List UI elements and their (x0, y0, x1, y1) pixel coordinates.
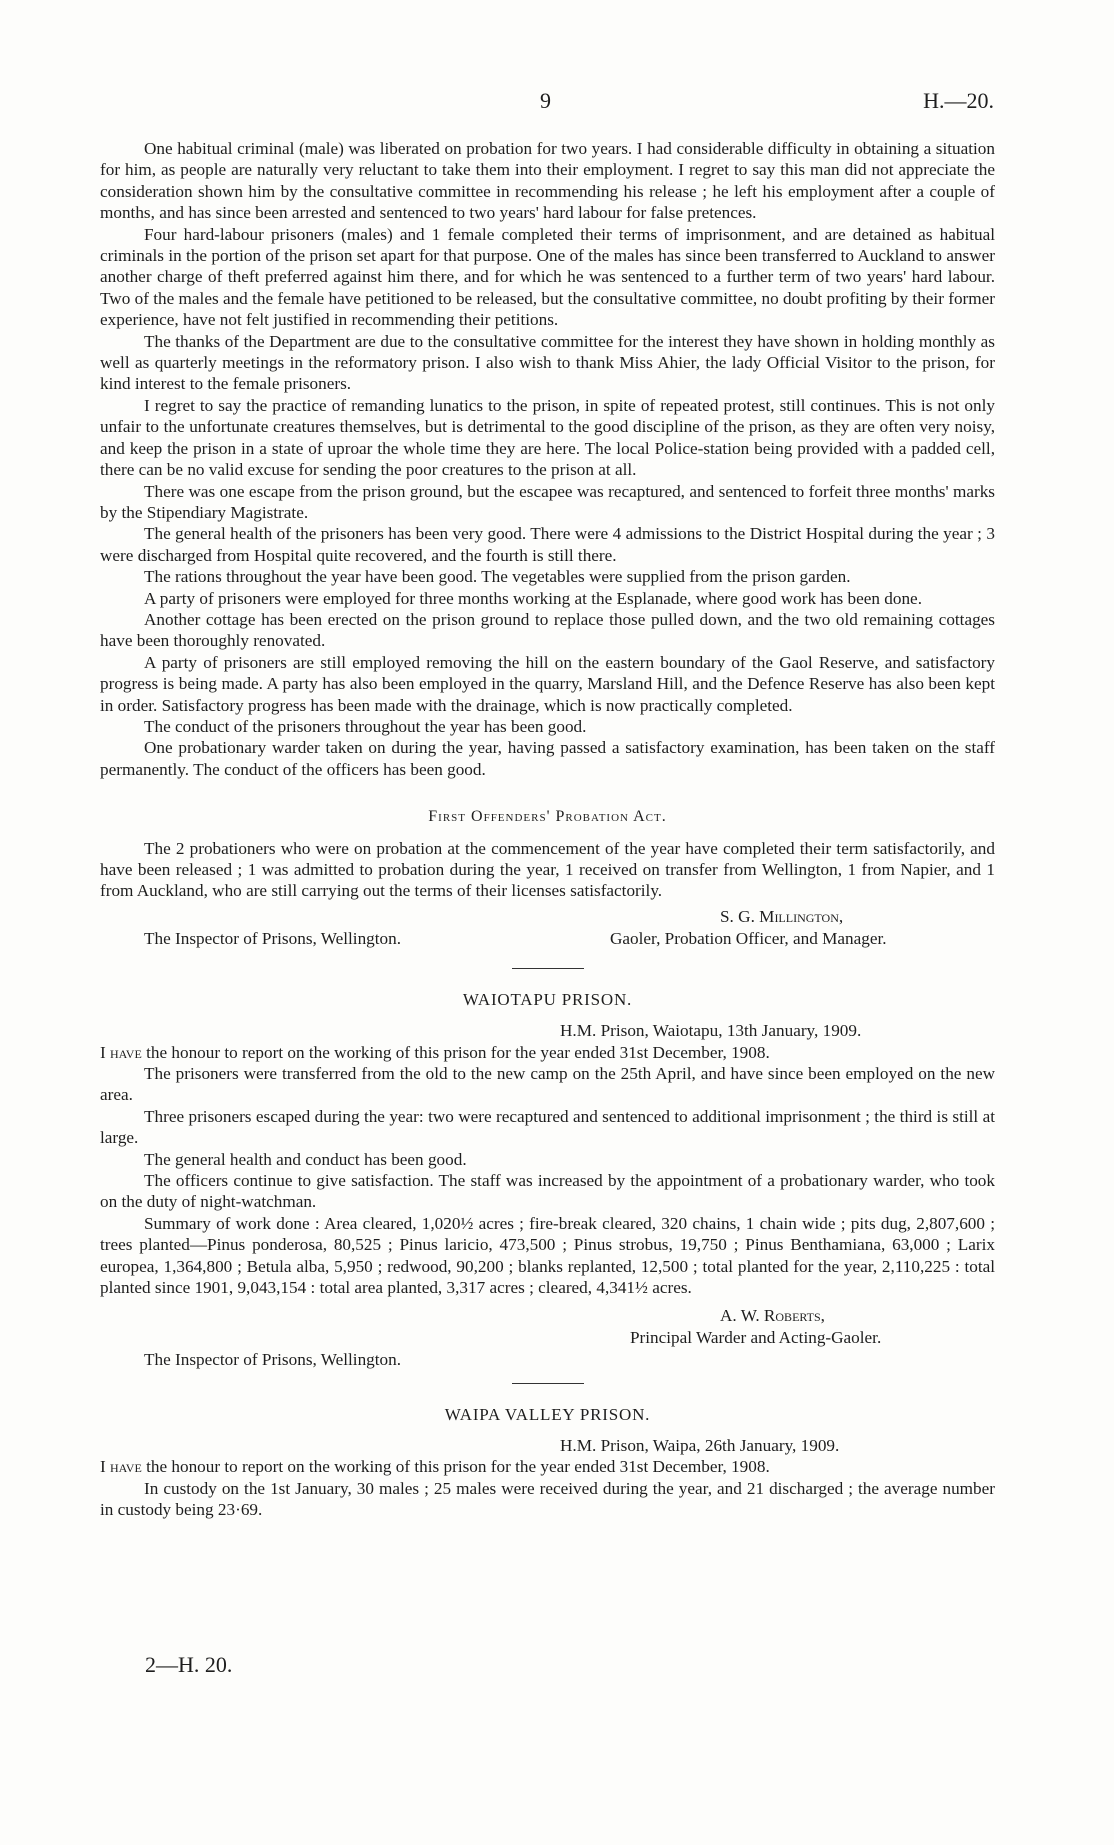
paragraph: The prisoners were transferred from the old to the new camp on the 25th April, and have since been employed on the new area. (100, 1064, 995, 1105)
section-divider (512, 1383, 584, 1384)
opening-smallcaps: I have (100, 1042, 142, 1062)
paragraph: The general health of the prisoners has been very good. There were 4 admissions to the District Hospital during the year ; 3 were discharged from Hospital quite recovered, and the fourth is still there. (100, 524, 995, 565)
opening-rest: the honour to report on the working of this prison for the year ended 31st December, 1908. (141, 1457, 770, 1477)
paragraph: One habitual criminal (male) was liberated on probation for two years. I had considerable difficulty in obtaining a situation for him, as people are naturally very reluctant to take them into their employment. I regret to say this man did not appreciate the consideration shown him by the consultative committee in recommending his release ; he left his employment after a couple of months, and has since been arrested and sentenced to two years' hard labour for false pretences. (100, 139, 995, 223)
signature-title: Principal Warder and Acting-Gaoler. (630, 1327, 882, 1347)
paragraph: Another cottage has been erected on the prison ground to replace those pulled down, and the two old remaining cottages have been thoroughly renovated. (100, 609, 995, 651)
paragraph: A party of prisoners are still employed removing the hill on the eastern boundary of the Gaol Reserve, and satisfactory progress is being made. A party has also been employed in the quarry, Marsland Hill, and the Defence Reserve has also been kept in order. Satisfactory progress has been made with the drainage, which is now practically completed. (100, 652, 995, 715)
signature-title: Gaoler, Probation Officer, and Manager. (610, 928, 887, 948)
addressee: The Inspector of Prisons, Wellington. (144, 928, 402, 948)
dateline: H.M. Prison, Waiotapu, 13th January, 1909. (560, 1021, 862, 1041)
opening-smallcaps: I have (100, 1457, 142, 1477)
signature-mark: 2—H. 20. (145, 1652, 233, 1677)
paragraph: In custody on the 1st January, 30 males ; 25 males were received during the year, and 21 discharged ; the average number in custody being 23·69. (100, 1478, 995, 1520)
section-heading-waipa: WAIPA VALLEY PRISON. (444, 1404, 651, 1424)
paragraph: Summary of work done : Area cleared, 1,020½ acres ; fire-break cleared, 320 chains, 1 chain wide ; pits dug, 2,807,600 ; trees planted—Pinus ponderosa, 80,525 ; Pinus laricio, 473,500 ; Pinus strobus, 19,750 ; Pinus Benthamiana, 63,000 ; Larix europea, 1,364,800 ; Betula alba, 5,950 ; redwood, 90,200 ; blanks replanted, 12,500 ; total planted for the year, 2,110,225 : total planted since 1901, 9,043,154 : total area planted, 3,317 acres ; cleared, 4,341½ acres. (100, 1213, 995, 1298)
page-number: 9 (540, 88, 551, 113)
paragraph: The thanks of the Department are due to the consultative committee for the interest they have shown in holding monthly as well as quarterly meetings in the reformatory prison. I also wish to thank Miss Ahier, the lady Official Visitor to the prison, for kind interest to the female prisoners. (100, 331, 995, 394)
opening-rest: the honour to report on the working of this prison for the year ended 31st December, 1908. (141, 1042, 770, 1062)
addressee: The Inspector of Prisons, Wellington. (144, 1349, 402, 1369)
section-heading-waiotapu: WAIOTAPU PRISON. (462, 989, 633, 1009)
paragraph: The conduct of the prisoners throughout the year has been good. (144, 716, 587, 736)
signature-block (100, 906, 995, 950)
paragraph: The rations throughout the year have been good. The vegetables were supplied from the prison garden. (144, 567, 851, 587)
paragraph: Four hard-labour prisoners (males) and 1 female completed their terms of imprisonment, and are detained as habitual criminals in the portion of the prison set apart for that purpose. One of the males has since been transferred to Auckland to answer another charge of theft preferred against him there, and for which he was sentenced to a further term of two years' hard labour. Two of the males and the female have petitioned to be released, but the consultative committee, no doubt profiting by their former experience, have not felt justified in recommending their petitions. (100, 224, 995, 330)
paragraph: There was one escape from the prison ground, but the escapee was recaptured, and sentenced to forfeit three months' marks by the Stipendiary Magistrate. (100, 481, 995, 522)
paragraph: A party of prisoners were employed for three months working at the Esplanade, where good work has been done. (144, 588, 922, 608)
opening-line (100, 1042, 995, 1063)
opening-line (100, 1456, 995, 1477)
section-heading-first-offenders: First Offenders' Probation Act. (428, 808, 667, 826)
paragraph: One probationary warder taken on during the year, having passed a satisfactory examination, has been taken on the staff permanently. The conduct of the officers has been good. (100, 738, 995, 779)
section-divider (512, 968, 584, 969)
document-reference: H.—20. (923, 88, 994, 113)
signature-block (100, 1305, 995, 1369)
signature-name: A. W. Roberts, (720, 1305, 825, 1325)
paragraph: The general health and conduct has been good. (144, 1149, 467, 1169)
paragraph: Three prisoners escaped during the year: two were recaptured and sentenced to additional imprisonment ; the third is still at large. (100, 1106, 995, 1148)
paragraph: The 2 probationers who were on probation at the commencement of the year have completed their term satisfactorily, and have been released ; 1 was admitted to probation during the year, 1 received on transfer from Wellington, 1 from Napier, and 1 from Auckland, who are still carrying out the terms of their licenses satisfactorily. (100, 838, 995, 901)
signature-name: S. G. Millington, (720, 906, 844, 926)
dateline: H.M. Prison, Waipa, 26th January, 1909. (560, 1435, 840, 1455)
paragraph: The officers continue to give satisfaction. The staff was increased by the appointment of a probationary warder, who took on the duty of night-watchman. (100, 1171, 995, 1212)
document-body (100, 138, 995, 1521)
paragraph: I regret to say the practice of remanding lunatics to the prison, in spite of repeated protest, still continues. This is not only unfair to the unfortunate creatures themselves, but is detrimental to the good discipline of the prison, as they are often very noisy, and keep the prison in a state of uproar the whole time they are here. The local Police-station being provided with a padded cell, there can be no valid excuse for sending the poor creatures to the prison at all. (100, 395, 995, 480)
